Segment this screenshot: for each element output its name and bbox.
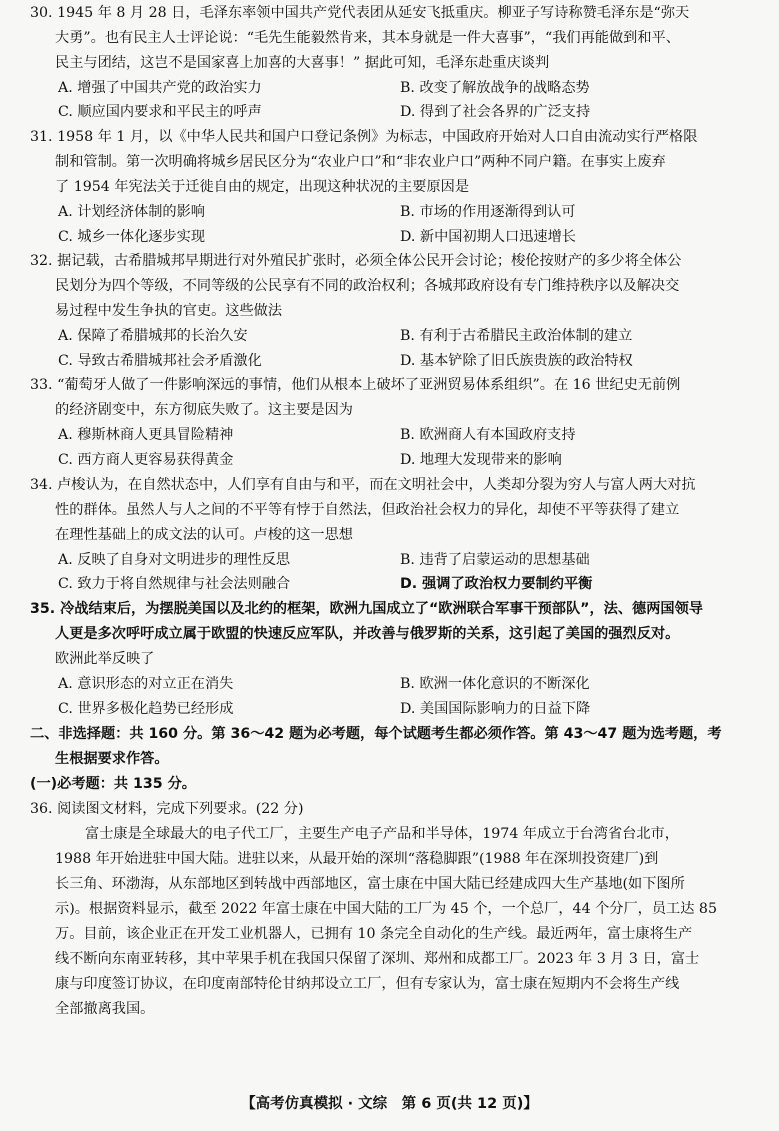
q33-stem-line-2: 的经济剧变中，东方彻底失败了。这主要是因为 <box>55 402 353 418</box>
q35-option-d: D. 美国国际影响力的日益下降 <box>400 701 591 717</box>
q35-option-a: A. 意识形态的对立正在消失 <box>58 676 234 692</box>
q35-option-b: B. 欧洲一体化意识的不断深化 <box>400 676 590 692</box>
q33-stem-line-1: 33. “葡萄牙人做了一件影响深远的事情，他们从根本上破坏了亚洲贸易体系组织”。在 16 世纪史无前例 <box>30 377 681 393</box>
q31-option-b: B. 市场的作用逐渐得到认可 <box>400 204 576 220</box>
q35-stem-line-3: 欧洲此举反映了 <box>55 651 155 667</box>
section-2-heading-line-1: 二、非选择题：共 160 分。第 36～42 题为必考题，每个试题考生都必须作答。第 43～47 题为选考题，考 <box>30 726 722 742</box>
q32-option-a: A. 保障了希腊城邦的长治久安 <box>58 328 248 344</box>
q32-option-d: D. 基本铲除了旧氏族贵族的政治特权 <box>400 353 633 369</box>
q34-stem-line-2: 性的群体。虽然人与人之间的不平等有悖于自然法，但政治社会权力的异化，却使不平等获得了建立 <box>55 502 680 518</box>
q30-option-b: B. 改变了解放战争的战略态势 <box>400 80 590 96</box>
q30-stem-line-2: 大勇”。也有民主人士评论说：“毛先生能毅然肯来，其本身就是一件大喜事”，“我们再能做到和平、 <box>55 30 680 46</box>
q36-material-line-5: 万。目前，该企业正在开发工业机器人，已拥有 10 条完全自动化的生产线。最近两年，富士康将生产 <box>55 926 693 942</box>
q35-option-c: C. 世界多极化趋势已经形成 <box>58 701 234 717</box>
q34-stem-line-3: 在理性基础上的成文法的认可。卢梭的这一思想 <box>55 527 353 543</box>
subsection-required: (一)必考题：共 135 分。 <box>30 776 196 792</box>
q35-stem-line-2: 人更是多次呼吁成立属于欧盟的快速反应军队，并改善与俄罗斯的关系，这引起了美国的强烈反对。 <box>55 626 680 642</box>
q36-material-line-3: 长三角、环渤海，从东部地区到转战中西部地区，富士康在中国大陆已经建成四大生产基地(如下图所 <box>55 876 685 892</box>
q32-option-c: C. 导致古希腊城邦社会矛盾激化 <box>58 353 262 369</box>
q36-stem: 36. 阅读图文材料，完成下列要求。(22 分) <box>30 801 304 817</box>
q36-material-line-1: 富士康是全球最大的电子代工厂，主要生产电子产品和半导体，1974 年成立于台湾省台北市， <box>85 826 679 842</box>
q31-option-a: A. 计划经济体制的影响 <box>58 204 205 220</box>
q30-stem-line-1: 30. 1945 年 8 月 28 日，毛泽东率领中国共产党代表团从延安飞抵重庆。柳亚子写诗称赞毛泽东是“弥天 <box>30 5 690 21</box>
q36-material-line-7: 康与印度签订协议，在印度南部特伦甘纳邦设立工厂，但有专家认为，富士康在短期内不会将生产线 <box>55 976 680 992</box>
q36-material-line-6: 线不断向东南亚转移，其中苹果手机在我国只保留了深圳、郑州和成都工厂。2023 年 3 月 3 日，富士 <box>55 951 700 967</box>
q33-option-a: A. 穆斯林商人更具冒险精神 <box>58 427 234 443</box>
q34-option-b: B. 违背了启蒙运动的思想基础 <box>400 552 590 568</box>
q33-option-b: B. 欧洲商人有本国政府支持 <box>400 427 576 443</box>
q34-option-d: D. 强调了政治权力要制约平衡 <box>400 576 593 592</box>
q36-material-line-4: 示)。根据资料显示，截至 2022 年富士康在中国大陆的工厂为 45 个，一个总厂，44 个分厂，员工达 85 <box>55 901 717 917</box>
q31-option-c: C. 城乡一体化逐步实现 <box>58 229 206 245</box>
q30-option-a: A. 增强了中国共产党的政治实力 <box>58 80 262 96</box>
q33-option-d: D. 地理大发现带来的影响 <box>400 452 562 468</box>
q32-stem-line-2: 民划分为四个等级，不同等级的公民享有不同的政治权利；各城邦政府设有专门维持秩序以及解决交 <box>55 278 680 294</box>
q35-stem-line-1: 35. 冷战结束后，为摆脱美国以及北约的框架，欧洲九国成立了“欧洲联合军事干预部队”，法、德两国领导 <box>30 601 703 617</box>
q36-material-line-8: 全部撤离我国。 <box>55 1001 155 1017</box>
section-2-heading-line-2: 生根据要求作答。 <box>55 751 169 767</box>
q32-stem-line-3: 易过程中发生争执的官吏。这些做法 <box>55 303 283 319</box>
q31-stem-line-2: 制和管制。第一次明确将城乡居民区分为“农业户口”和“非农业户口”两种不同户籍。在事实上废弃 <box>55 154 666 170</box>
q32-option-b: B. 有利于古希腊民主政治体制的建立 <box>400 328 633 344</box>
q31-stem-line-1: 31. 1958 年 1 月，以《中华人民共和国户口登记条例》为标志，中国政府开始对人口自由流动实行严格限 <box>30 129 698 145</box>
q33-option-c: C. 西方商人更容易获得黄金 <box>58 452 234 468</box>
q30-stem-line-3: 民主与团结，这岂不是国家喜上加喜的大喜事！” 据此可知，毛泽东赴重庆谈判 <box>55 55 550 71</box>
q36-material-line-2: 1988 年开始进驻中国大陆。进驻以来，从最开始的深圳“落稳脚跟”(1988 年在深圳投资建厂)到 <box>55 851 659 867</box>
q30-option-d: D. 得到了社会各界的广泛支持 <box>400 104 591 120</box>
q34-stem-line-1: 34. 卢梭认为，在自然状态中，人们享有自由与和平，而在文明社会中，人类却分裂为穷人与富人两大对抗 <box>30 477 696 493</box>
page-footer: 【高考仿真模拟 · 文综 第 6 页(共 12 页)】 <box>241 1096 538 1112</box>
q32-stem-line-1: 32. 据记载，古希腊城邦早期进行对外殖民扩张时，必须全体公民开会讨论；梭伦按财产的多少将全体公 <box>30 253 682 269</box>
q34-option-a: A. 反映了自身对文明进步的理性反思 <box>58 552 291 568</box>
q31-stem-line-3: 了 1954 年宪法关于迁徙自由的规定，出现这种状况的主要原因是 <box>55 179 470 195</box>
q31-option-d: D. 新中国初期人口迅速增长 <box>400 229 576 245</box>
q34-option-c: C. 致力于将自然规律与社会法则融合 <box>58 576 291 592</box>
q30-option-c: C. 顺应国内要求和平民主的呼声 <box>58 104 262 120</box>
